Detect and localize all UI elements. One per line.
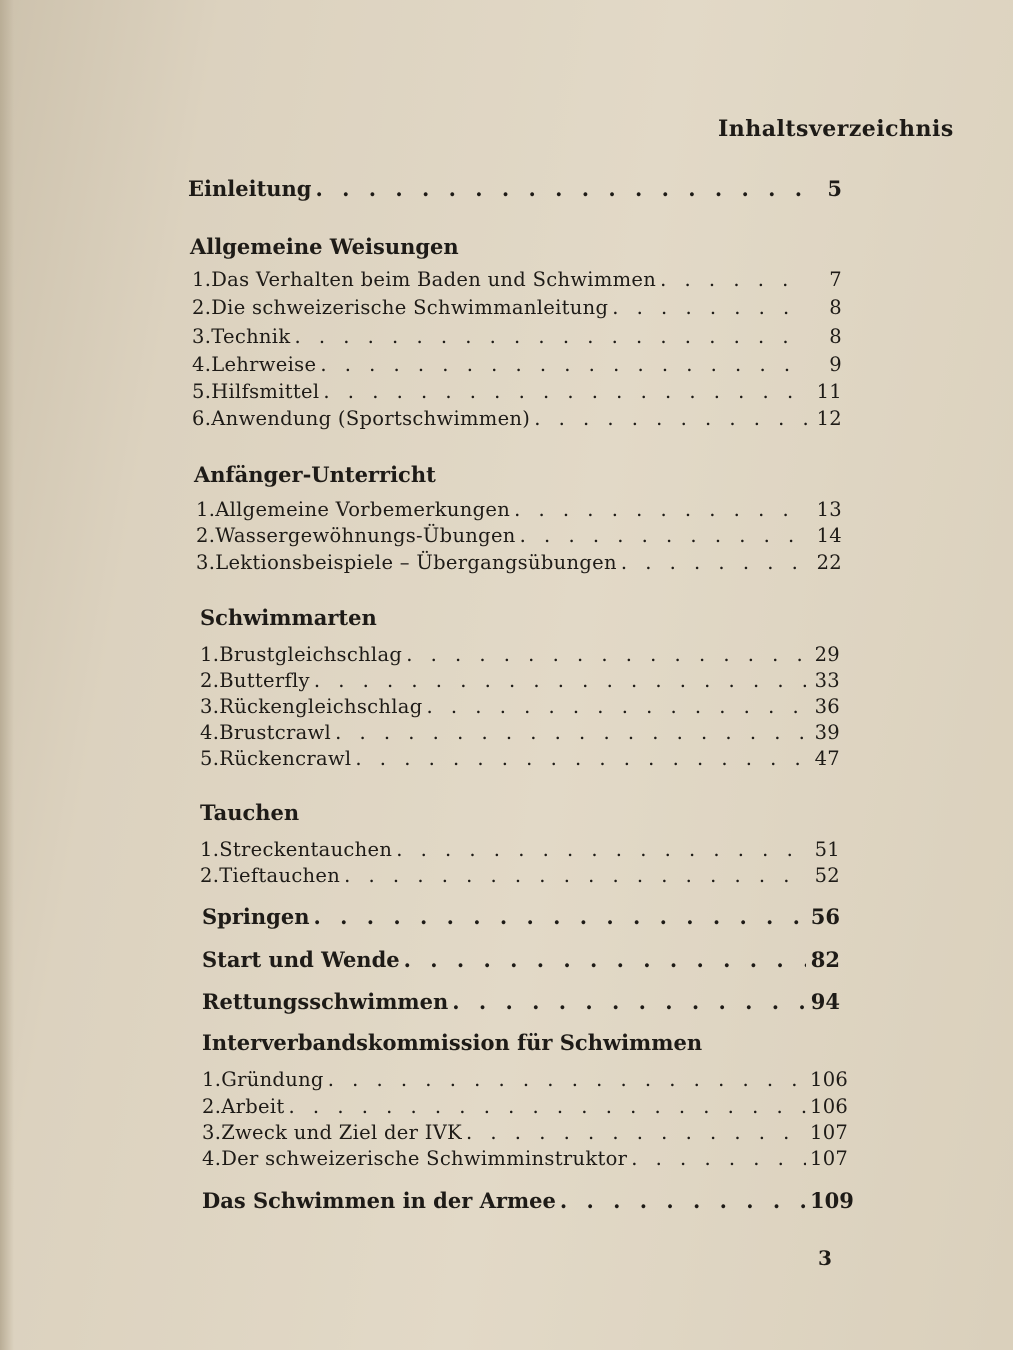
leader-dots [427, 695, 806, 718]
leader-dots [660, 268, 808, 291]
leader-dots [320, 353, 808, 376]
toc-page-number: 12 [816, 407, 842, 430]
leader-dots [396, 838, 806, 861]
toc-entry-number: 3. [202, 1121, 222, 1144]
leader-dots [621, 551, 808, 574]
leader-dots [335, 721, 806, 744]
leader-dots [314, 669, 806, 692]
toc-page-number: 29 [814, 643, 840, 666]
toc-entry-number: 3. [192, 325, 212, 348]
leader-dots [313, 904, 806, 929]
toc-entry-number: 1. [200, 643, 220, 666]
toc-entry-number: 2. [200, 669, 220, 692]
leader-dots [612, 296, 808, 319]
page-number: 3 [818, 1246, 832, 1270]
toc-page-number: 8 [829, 325, 842, 348]
toc-entry [202, 1095, 849, 1118]
section-heading-schwimmarten: Schwimmarten [200, 605, 377, 630]
toc-page-number: 94 [810, 989, 840, 1014]
toc-page-number: 52 [814, 864, 840, 887]
toc-entry-label: Streckentauchen [219, 838, 393, 861]
toc-page-number: 13 [816, 498, 842, 521]
page-title: Inhaltsverzeichnis [718, 116, 954, 142]
toc-page-number: 107 [810, 1121, 849, 1144]
toc-page-number: 106 [810, 1095, 849, 1118]
toc-entry-rettungsschwimmen [202, 989, 840, 1014]
toc-entry [200, 747, 840, 770]
leader-dots [316, 176, 809, 201]
toc-entry-number: 2. [192, 296, 212, 319]
toc-entry [192, 325, 842, 348]
toc-entry [200, 721, 840, 744]
toc-entry-label: Springen [202, 904, 310, 929]
toc-entry-armee [202, 1188, 854, 1213]
toc-entry-number: 4. [192, 353, 212, 376]
toc-entry-label: Start und Wende [202, 947, 400, 972]
toc-page-number: 33 [814, 669, 840, 692]
toc-entry-label: Die schweizerische Schwimmanleitung [211, 296, 609, 319]
leader-dots [328, 1068, 806, 1091]
toc-page-number: 107 [810, 1147, 849, 1170]
toc-entry [196, 524, 842, 547]
toc-page-number: 36 [814, 695, 840, 718]
toc-page-number: 8 [829, 296, 842, 319]
toc-entry-number: 6. [192, 407, 212, 430]
leader-dots [323, 380, 808, 403]
toc-entry-number: 1. [192, 268, 212, 291]
toc-entry-label: Anwendung (Sportschwimmen) [211, 407, 531, 430]
toc-entry-label: Wassergewöhnungs-Übungen [215, 524, 516, 547]
toc-entry-label: Zweck und Ziel der IVK [221, 1121, 462, 1144]
toc-entry-springen [202, 904, 840, 929]
toc-entry-label: Brustcrawl [219, 721, 332, 744]
toc-entry [192, 380, 842, 403]
toc-entry-label: Das Schwimmen in der Armee [202, 1188, 556, 1213]
leader-dots [534, 407, 808, 430]
toc-entry [200, 838, 840, 861]
toc-page-number: 7 [829, 268, 842, 291]
toc-entry [192, 353, 842, 376]
toc-entry-number: 2. [196, 524, 216, 547]
toc-entry-label: Rückengleichschlag [219, 695, 423, 718]
toc-entry-label: Einleitung [188, 176, 312, 201]
leader-dots [344, 864, 806, 887]
toc-entry [200, 669, 840, 692]
toc-entry-number: 3. [200, 695, 220, 718]
toc-entry-label: Allgemeine Vorbemerkungen [215, 498, 511, 521]
toc-entry [192, 296, 842, 319]
toc-entry [200, 643, 840, 666]
toc-page-number: 51 [814, 838, 840, 861]
toc-page-number: 82 [810, 947, 840, 972]
toc-entry-label: Gründung [221, 1068, 324, 1091]
toc-entry-number: 3. [196, 551, 216, 574]
leader-dots [560, 1188, 806, 1213]
leader-dots [520, 524, 808, 547]
toc-entry [192, 268, 842, 291]
toc-entry-number: 2. [200, 864, 220, 887]
toc-entry-number: 5. [192, 380, 212, 403]
toc-entry-number: 1. [200, 838, 220, 861]
toc-page-number: 109 [810, 1188, 854, 1213]
toc-page-number: 22 [816, 551, 842, 574]
toc-entry-number: 1. [196, 498, 216, 521]
toc-page-number: 9 [829, 353, 842, 376]
toc-page-number: 14 [816, 524, 842, 547]
toc-entry-label: Hilfsmittel [211, 380, 320, 403]
section-heading-anfaenger: Anfänger-Unterricht [194, 462, 436, 487]
toc-entry-number: 4. [202, 1147, 222, 1170]
toc-entry [202, 1147, 849, 1170]
leader-dots [452, 989, 806, 1014]
toc-entry-label: Lektionsbeispiele – Übergangsübungen [215, 551, 617, 574]
leader-dots [514, 498, 808, 521]
toc-entry-number: 4. [200, 721, 220, 744]
toc-page-number: 11 [816, 380, 842, 403]
toc-entry-label: Butterfly [219, 669, 310, 692]
toc-entry-label: Lehrweise [211, 353, 317, 376]
toc-entry [202, 1121, 849, 1144]
toc-entry-label: Technik [211, 325, 291, 348]
toc-entry-label: Der schweizerische Schwimminstruktor [221, 1147, 628, 1170]
toc-entry-einleitung [188, 176, 842, 201]
toc-entry-label: Das Verhalten beim Baden und Schwimmen [211, 268, 657, 291]
toc-entry-label: Rettungsschwimmen [202, 989, 449, 1014]
toc-entry [200, 864, 840, 887]
leader-dots [404, 947, 806, 972]
toc-entry-label: Tieftauchen [219, 864, 341, 887]
toc-page-number: 39 [814, 721, 840, 744]
toc-entry-number: 2. [202, 1095, 222, 1118]
section-heading-allgemeine: Allgemeine Weisungen [190, 234, 459, 259]
toc-entry [202, 1068, 849, 1091]
toc-entry-label: Arbeit [221, 1095, 285, 1118]
leader-dots [631, 1147, 806, 1170]
toc-entry [196, 498, 842, 521]
leader-dots [466, 1121, 806, 1144]
leader-dots [355, 747, 806, 770]
section-heading-ivk: Interverbandskommission für Schwimmen [202, 1030, 703, 1055]
toc-entry-label: Brustgleichschlag [219, 643, 403, 666]
toc-entry [200, 695, 840, 718]
toc-entry-number: 5. [200, 747, 220, 770]
leader-dots [294, 325, 808, 348]
section-heading-tauchen: Tauchen [200, 800, 300, 825]
toc-page-number: 47 [814, 747, 840, 770]
toc-entry-number: 1. [202, 1068, 222, 1091]
toc-entry-label: Rückencrawl [219, 747, 352, 770]
toc-entry-start-und-wende [202, 947, 840, 972]
leader-dots [289, 1095, 806, 1118]
toc-page-number: 5 [827, 176, 842, 201]
toc-entry [192, 407, 842, 430]
toc-entry [196, 551, 842, 574]
leader-dots [406, 643, 806, 666]
toc-page-number: 56 [810, 904, 840, 929]
toc-page-number: 106 [810, 1068, 849, 1091]
